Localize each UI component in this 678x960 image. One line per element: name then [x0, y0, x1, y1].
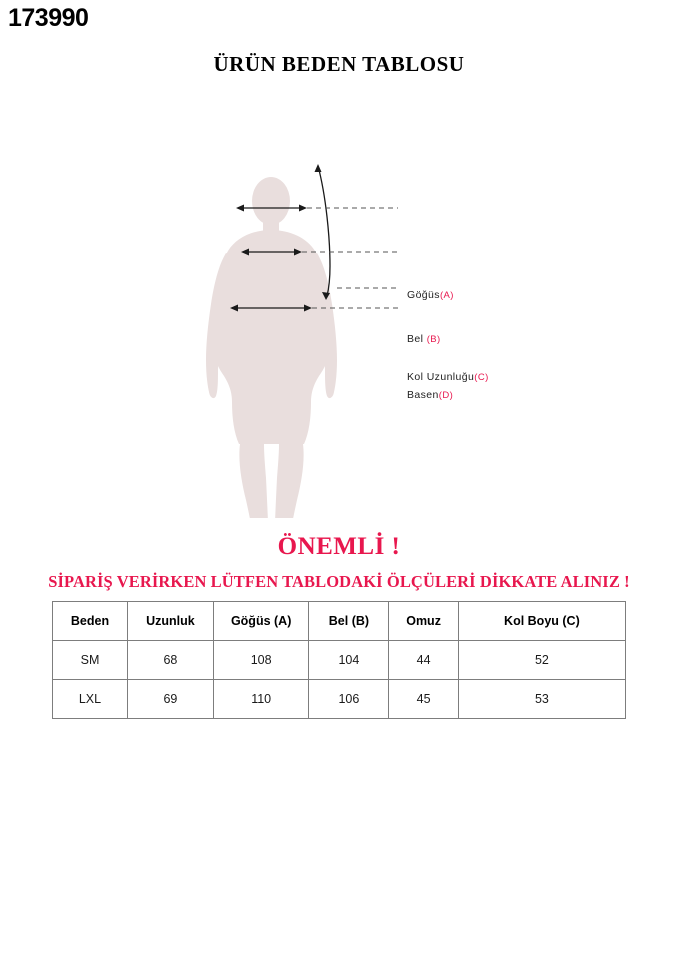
- table-header-row: [53, 602, 626, 641]
- table-header-cell: Kol Boyu (C): [458, 602, 625, 641]
- label-sleeve-length: [407, 371, 489, 383]
- label-bust-code: (A): [439, 290, 454, 301]
- table-row: [53, 680, 626, 719]
- table-header-cell: Göğüs (A): [213, 602, 309, 641]
- label-waist-code: (B): [426, 334, 441, 345]
- table-row: [53, 641, 626, 680]
- label-waist: [407, 333, 441, 345]
- page-title: ÜRÜN BEDEN TABLOSU: [213, 52, 465, 76]
- table-cell: 53: [458, 680, 625, 719]
- table-cell: 108: [213, 641, 309, 680]
- table-cell: 110: [213, 680, 309, 719]
- table-cell: 68: [127, 641, 213, 680]
- size-table: [52, 601, 626, 719]
- label-waist-text: Bel: [407, 333, 427, 345]
- product-code: 173990: [8, 4, 89, 32]
- table-header-cell: Beden: [53, 602, 128, 641]
- size-diagram: [0, 88, 678, 518]
- important-notice-text: SİPARİŞ VERİRKEN LÜTFEN TABLODAKİ ÖLÇÜLERİ DİKKATE ALINIZ !: [48, 572, 630, 591]
- label-bust-text: Göğüs: [407, 289, 440, 301]
- table-cell: 104: [309, 641, 389, 680]
- label-hips-code: (D): [438, 390, 454, 401]
- table-header-cell: Uzunluk: [127, 602, 213, 641]
- table-cell: 45: [389, 680, 458, 719]
- important-headline: ÖNEMLİ !: [277, 533, 401, 560]
- table-header-cell: Omuz: [389, 602, 458, 641]
- table-cell: 106: [309, 680, 389, 719]
- table-header-cell: Bel (B): [309, 602, 389, 641]
- table-cell: 44: [389, 641, 458, 680]
- table-cell: LXL: [53, 680, 128, 719]
- label-sleeve-length-code: (C): [474, 372, 489, 383]
- label-bust: [407, 289, 454, 301]
- table-cell: 52: [458, 641, 625, 680]
- label-hips: [407, 389, 453, 401]
- table-cell: 69: [127, 680, 213, 719]
- label-hips-text: Basen: [407, 389, 439, 401]
- table-cell: SM: [53, 641, 128, 680]
- label-sleeve-length-text: Kol Uzunluğu: [407, 371, 475, 383]
- size-table-container: [52, 601, 626, 719]
- female-body-figure: [0, 88, 678, 518]
